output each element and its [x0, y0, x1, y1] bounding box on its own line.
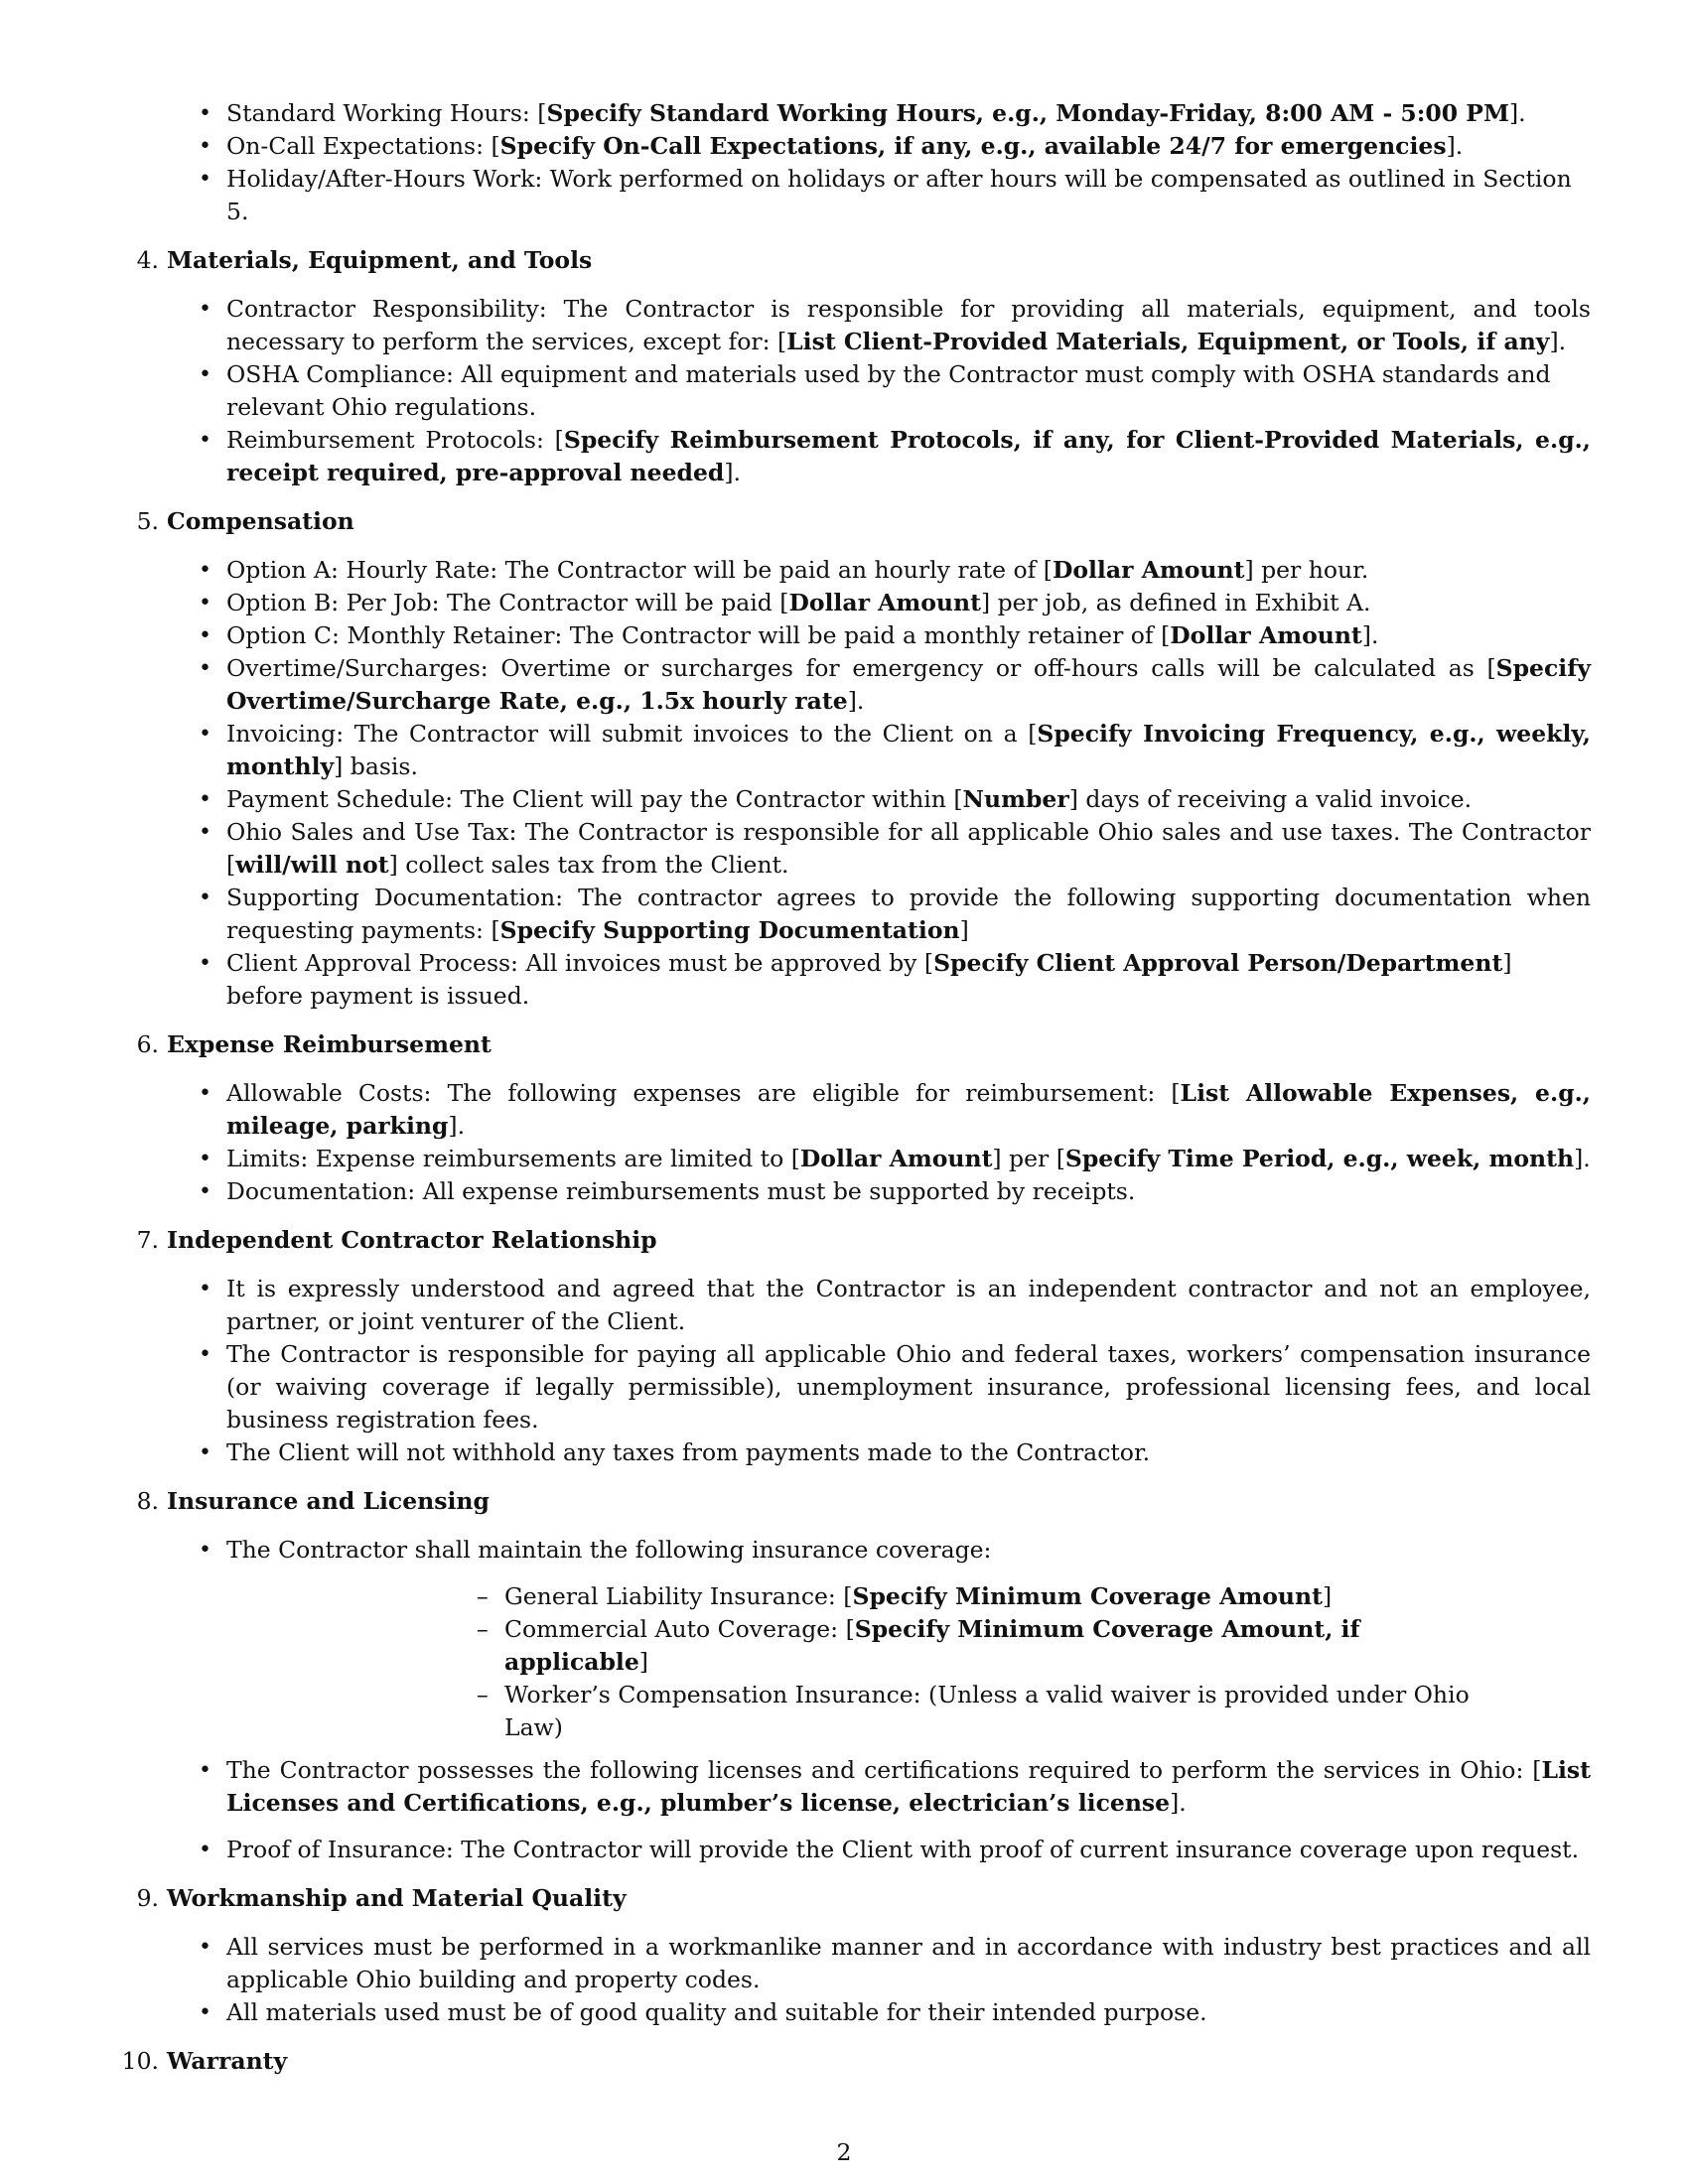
list-item: • It is expressly understood and agreed that the Contractor is an independent contractor and not an employee, partner, or joint venturer of the Client.	[0, 1273, 1688, 1338]
list-item: • Payment Schedule: The Client will pay the Contractor within [Number] days of receiving a valid invoice.	[0, 783, 1688, 816]
sublist-item: – General Liability Insurance: [Specify Minimum Coverage Amount]	[226, 1580, 1591, 1613]
section-number: 8.	[136, 1487, 159, 1515]
section-title: Compensation	[167, 507, 354, 535]
list-item: • Limits: Expense reimbursements are limited to [Dollar Amount] per [Specify Time Period, e.g., week, month].	[0, 1143, 1688, 1175]
list-item: • All materials used must be of good quality and suitable for their intended purpose.	[0, 1996, 1688, 2029]
list-item: • Reimbursement Protocols: [Specify Reimbursement Protocols, if any, for Client-Provided Materials, e.g., receipt required, pre-approval needed].	[0, 424, 1688, 489]
section-8-bullets	[0, 1534, 1688, 1866]
list-item: • The Client will not withhold any taxes from payments made to the Contractor.	[0, 1436, 1688, 1469]
list-item: • Supporting Documentation: The contractor agrees to provide the following supporting documentation when requesting payments: [Specify Supporting Documentation]	[0, 882, 1688, 947]
list-item: • Contractor Responsibility: The Contractor is responsible for providing all materials, equipment, and tools necessary to perform the services, except for: [List Client-Provided Materials, Equipment, or Tools, if any].	[0, 293, 1688, 358]
list-item: • Invoicing: The Contractor will submit invoices to the Client on a [Specify Invoicing Frequency, e.g., weekly, monthly] basis.	[0, 718, 1688, 783]
list-item: • OSHA Compliance: All equipment and materials used by the Contractor must comply with OSHA standards and relevant Ohio regulations.	[0, 358, 1688, 424]
section-6-bullets	[0, 1077, 1688, 1208]
page-number: 2	[836, 2138, 852, 2166]
list-item: • Holiday/After-Hours Work: Work performed on holidays or after hours will be compensated as outlined in Section 5.	[0, 163, 1688, 228]
section-heading	[0, 2045, 1688, 2078]
section-number: 4.	[136, 246, 159, 274]
list-item: • Ohio Sales and Use Tax: The Contractor is responsible for all applicable Ohio sales and use taxes. The Contractor [will/will not] collect sales tax from the Client.	[0, 816, 1688, 882]
intro-bullet-list	[0, 97, 1688, 228]
section-heading	[0, 1224, 1688, 1257]
list-item: • The Contractor possesses the following licenses and certifications required to perform the services in Ohio: [List Licenses and Certifications, e.g., plumber’s license, electrician’s license].	[0, 1754, 1688, 1820]
section-heading	[0, 1882, 1688, 1915]
list-item: • Client Approval Process: All invoices must be approved by [Specify Client Approval Person/Department] before payment is issued.	[0, 947, 1688, 1013]
list-item: • The Contractor shall maintain the following insurance coverage: – General Liability Insurance: [Specify Minimum Coverage Amount] – Commercial Auto Coverage: [Specify Minimum Coverage Amount, if applicable] – Worker’s Compensation Insurance: (Unless a valid waiver is provided under Ohio Law)	[0, 1534, 1688, 1744]
section-heading	[0, 1028, 1688, 1061]
list-item: • Standard Working Hours: [Specify Standard Working Hours, e.g., Monday-Friday, 8:00 AM - 5:00 PM].	[0, 97, 1688, 130]
list-item: • On-Call Expectations: [Specify On-Call Expectations, if any, e.g., available 24/7 for emergencies].	[0, 130, 1688, 163]
section-heading	[0, 505, 1688, 538]
section-title: Expense Reimbursement	[167, 1030, 492, 1058]
list-item: • Option C: Monthly Retainer: The Contractor will be paid a monthly retainer of [Dollar Amount].	[0, 619, 1688, 652]
list-item: • All services must be performed in a workmanlike manner and in accordance with industry best practices and all applicable Ohio building and property codes.	[0, 1931, 1688, 1996]
list-item: • Proof of Insurance: The Contractor will provide the Client with proof of current insurance coverage upon request.	[0, 1834, 1688, 1866]
insurance-sublist	[226, 1580, 1591, 1744]
list-item: • Option A: Hourly Rate: The Contractor will be paid an hourly rate of [Dollar Amount] per hour.	[0, 554, 1688, 587]
section-title: Workmanship and Material Quality	[167, 1884, 627, 1912]
section-number: 6.	[136, 1030, 159, 1058]
section-number: 10.	[121, 2047, 159, 2075]
document-body	[0, 97, 1688, 2094]
list-item: • Overtime/Surcharges: Overtime or surcharges for emergency or off-hours calls will be calculated as [Specify Overtime/Surcharge Rate, e.g., 1.5x hourly rate].	[0, 652, 1688, 718]
section-9-bullets	[0, 1931, 1688, 2029]
sublist-item: – Commercial Auto Coverage: [Specify Minimum Coverage Amount, if applicable]	[226, 1613, 1591, 1679]
section-number: 7.	[136, 1226, 159, 1254]
list-item: • Documentation: All expense reimbursements must be supported by receipts.	[0, 1175, 1688, 1208]
section-number: 5.	[136, 507, 159, 535]
list-item: • The Contractor is responsible for paying all applicable Ohio and federal taxes, workers’ compensation insurance (or waiving coverage if legally permissible), unemployment insurance, professional licensing fees, and local business registration fees.	[0, 1338, 1688, 1436]
sublist-item: – Worker’s Compensation Insurance: (Unless a valid waiver is provided under Ohio Law)	[226, 1679, 1591, 1744]
section-title: Independent Contractor Relationship	[167, 1226, 657, 1254]
section-title: Materials, Equipment, and Tools	[167, 246, 593, 274]
list-item: • Option B: Per Job: The Contractor will be paid [Dollar Amount] per job, as defined in Exhibit A.	[0, 587, 1688, 619]
section-number: 9.	[136, 1884, 159, 1912]
section-title: Insurance and Licensing	[167, 1487, 490, 1515]
section-7-bullets	[0, 1273, 1688, 1469]
section-4-bullets	[0, 293, 1688, 489]
section-5-bullets	[0, 554, 1688, 1013]
list-item: • Allowable Costs: The following expenses are eligible for reimbursement: [List Allowable Expenses, e.g., mileage, parking].	[0, 1077, 1688, 1143]
section-heading	[0, 1485, 1688, 1518]
section-heading	[0, 244, 1688, 277]
section-title: Warranty	[167, 2047, 288, 2075]
